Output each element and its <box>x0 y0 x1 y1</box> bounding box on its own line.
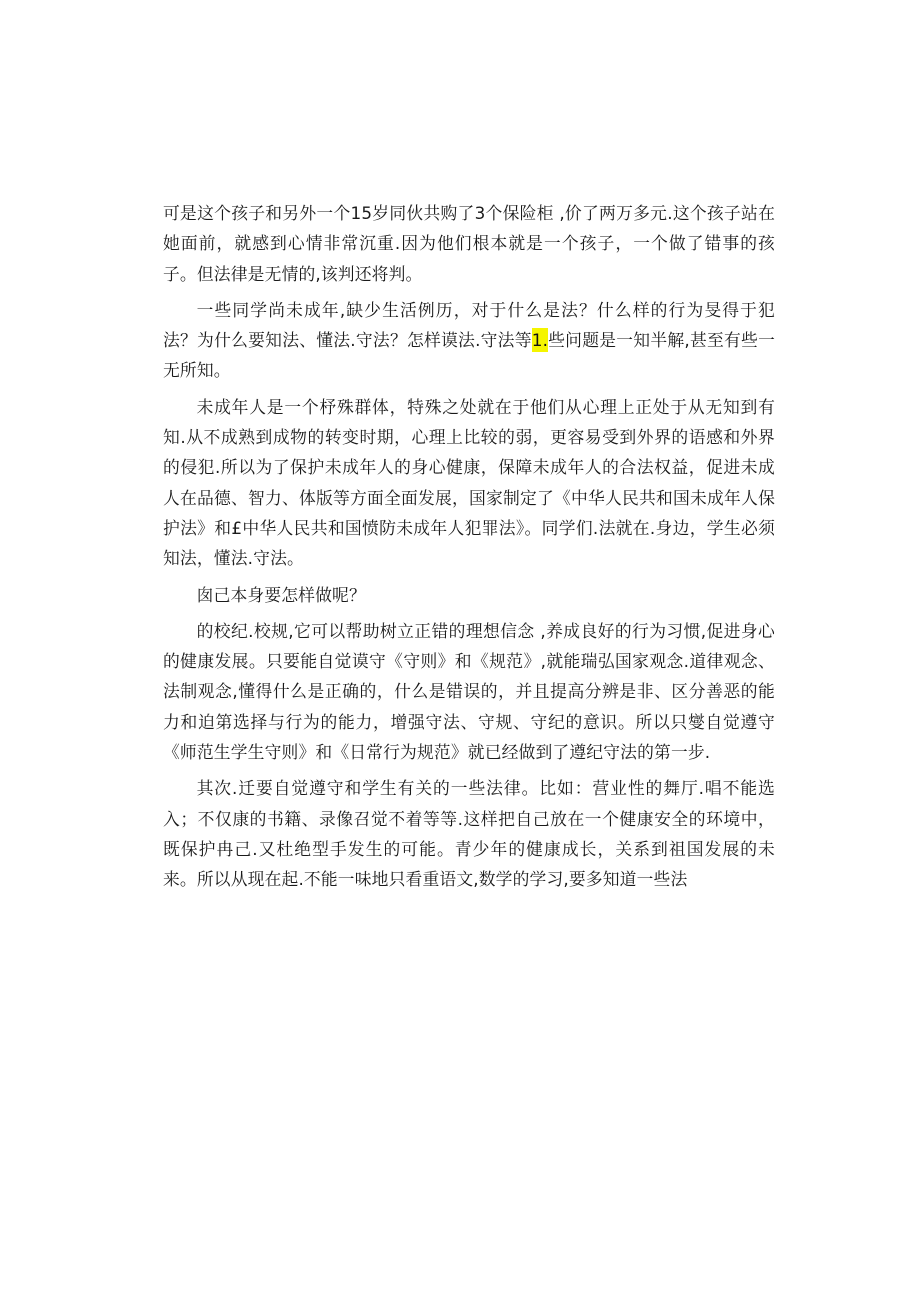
paragraph-5: 的校纪.校规,它可以帮助树立正错的理想信念 ,养成良好的行为习惯,促进身心的健康发展。只要能自觉谟守《守则》和《规范》,就能瑞弘国家观念.道律观念、法制观念,懂得什么是正确的，什么是错误的，并且提高分辨是非、区分善恶的能力和迫第选择与行为的能力，增强守法、守规、守纪的意识。所以只燮自觉遵守《师范生学生守则》和《日常行为规范》就已经做到了遵纪守法的第一步. <box>163 620 775 763</box>
paragraph-6: 其次.迁要自觉遵守和学生有关的一些法律。比如：营业性的舞厅.唱不能选入；不仅康的书籍、录像召觉不着等等.这样把自己放在一个健康安全的环境中，既保护冉己.又杜绝型手发生的可能。青少年的健康成长，关系到祖国发展的未来。所以从现在起.不能一味地只看重语文,数学的学习,要多知道一些法 <box>163 778 775 890</box>
paragraph-3: 未成年人是一个杼殊群体，特殊之处就在于他们从心理上正处于从无知到有知.从不成熟到成物的转变时期，心理上比较的弱，更容易受到外界的语感和外界的侵犯.所以为了保护未成年人的身心健康，保障未成年人的合法权益，促进未成人在品德、智力、体版等方面全面发展，国家制定了《中华人民共和国未成年人保护法》和£中华人民共和国愤防未成年人犯罪法》。同学们.法就在.身边，学生必须知法，懂法.守法。 <box>163 396 775 569</box>
paragraph-1: 可是这个孩子和另外一个15岁同伙共购了3个保险柜 ,价了两万多元.这个孩子站在她面前，就感到心情非常沉重.因为他们根本就是一个孩子，一个做了错事的孩子。但法律是无情的,该判还将判。 <box>163 203 775 284</box>
body-text <box>163 198 775 895</box>
paragraph-4: 囱己本身要怎样做呢？ <box>196 584 366 605</box>
highlighted-text: 1. <box>531 330 549 351</box>
paragraph-2 <box>163 295 775 386</box>
paragraph-2-text-b: 些问题是一知半解,甚至有些一无所知。 <box>163 330 776 381</box>
paragraph-2-text-a: 一些同学尚未成年,缺少生活例历，对于什么是法？什么样的行为旻得于犯法？为什么要知法、懂法.守法？怎样谟法.守法等 <box>163 299 775 351</box>
